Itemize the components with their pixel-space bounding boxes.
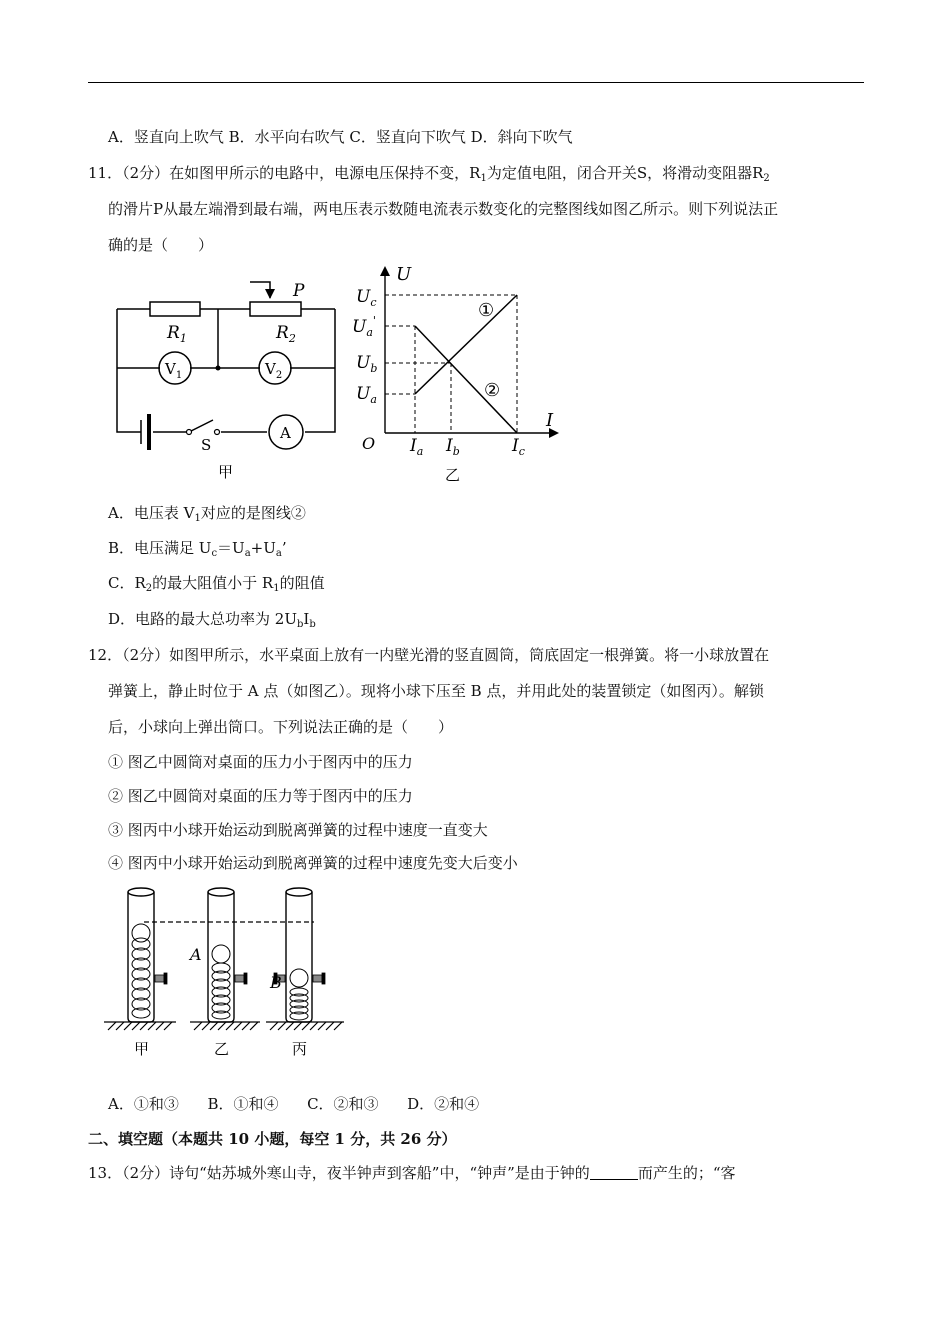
ub-label: $U_b$ xyxy=(356,353,378,375)
q11-graph-figure xyxy=(350,262,565,487)
q11-circuit-figure xyxy=(105,272,345,487)
section-2-title: 二、填空题（本题共 10 小题，每空 1 分，共 26 分） xyxy=(88,1130,457,1148)
header-rule xyxy=(88,82,864,83)
q12-statement-2: ② 图乙中圆筒对桌面的压力等于图丙中的压力 xyxy=(108,787,413,805)
q12-spring-figure xyxy=(104,882,349,1062)
uc-label: $U_c$ xyxy=(356,287,377,309)
q12-statement-1: ① 图乙中圆筒对桌面的压力小于图丙中的压力 xyxy=(108,753,413,771)
v1-label: $V_1$ xyxy=(165,360,183,381)
u-axis-label: U xyxy=(396,264,412,285)
v2-label: $V_2$ xyxy=(265,360,283,381)
q12-stem-line1: 12．（2分）如图甲所示，水平桌面上放有一内壁光滑的竖直圆筒，筒底固定一根弹簧。将一小球放置在 xyxy=(88,646,770,664)
q13-blank[interactable] xyxy=(590,1165,638,1180)
line-1-label: ① xyxy=(478,300,495,321)
q11-option-a: A．电压表 $V_1$对应的是图线② xyxy=(108,504,306,524)
q11-stem-line1: 11．（2分）在如图甲所示的电路中，电源电压保持不变，$R_1$为定值电阻，闭合开关S，将滑动变阻器$R_2$ xyxy=(88,164,770,184)
ia-label: $I_a$ xyxy=(410,436,424,458)
q12-statement-4: ④ 图丙中小球开始运动到脱离弹簧的过程中速度先变大后变小 xyxy=(108,854,518,872)
tube-caption-3: 丙 xyxy=(292,1040,308,1058)
q12-stem-line2: 弹簧上，静止时位于 A 点（如图乙）。现将小球下压至 B 点，并用此处的装置锁定（如图丙）。解锁 xyxy=(108,682,764,700)
ua-label: $U_a$ xyxy=(356,384,377,406)
q12-statement-3: ③ 图丙中小球开始运动到脱离弹簧的过程中速度一直变大 xyxy=(108,821,488,839)
slider-p-label: P xyxy=(293,281,305,301)
i-axis-label: I xyxy=(546,410,554,431)
q11-stem-line2: 的滑片P从最左端滑到最右端，两电压表示数随电流表示数变化的完整图线如图乙所示。则下列说法正 xyxy=(108,200,779,218)
q11-stem-line3: 确的是（ ） xyxy=(108,236,214,254)
r2-label: $R_2$ xyxy=(276,323,296,345)
q10-options: A．竖直向上吹气 B．水平向右吹气 C．竖直向下吹气 D．斜向下吹气 xyxy=(108,128,573,146)
q12-options: A．①和③ B．①和④ C．②和③ D．②和④ xyxy=(108,1095,480,1113)
ic-label: $I_c$ xyxy=(512,436,525,458)
tube-caption-2: 乙 xyxy=(214,1040,230,1058)
r1-label: $R_1$ xyxy=(167,323,187,345)
ib-label: $I_b$ xyxy=(446,436,460,458)
switch-label: S xyxy=(201,436,212,454)
q11-option-d: D．电路的最大总功率为 $2U_bI_b$ xyxy=(108,610,316,630)
line-2-label: ② xyxy=(484,380,501,401)
q11-option-b: B．电压满足 $U_c=U_a+U_a$’ xyxy=(108,539,287,559)
circuit-caption: 甲 xyxy=(218,463,234,481)
point-b-label: B xyxy=(270,973,282,992)
tube-caption-1: 甲 xyxy=(134,1040,150,1058)
point-a-label: A xyxy=(190,945,202,964)
graph-caption: 乙 xyxy=(445,466,461,484)
ammeter-label: A xyxy=(280,424,291,442)
ua-prime-label: $U_a'$ xyxy=(352,314,376,339)
origin-label: O xyxy=(362,434,376,453)
q13-stem: 13．（2分）诗句“姑苏城外寒山寺，夜半钟声到客船”中，“钟声”是由于钟的 而产生的；“客 xyxy=(88,1164,736,1182)
q12-stem-line3: 后，小球向上弹出筒口。下列说法正确的是（ ） xyxy=(108,718,454,736)
q11-option-c: C．$R_2$的最大阻值小于 $R_1$的阻值 xyxy=(108,574,325,594)
